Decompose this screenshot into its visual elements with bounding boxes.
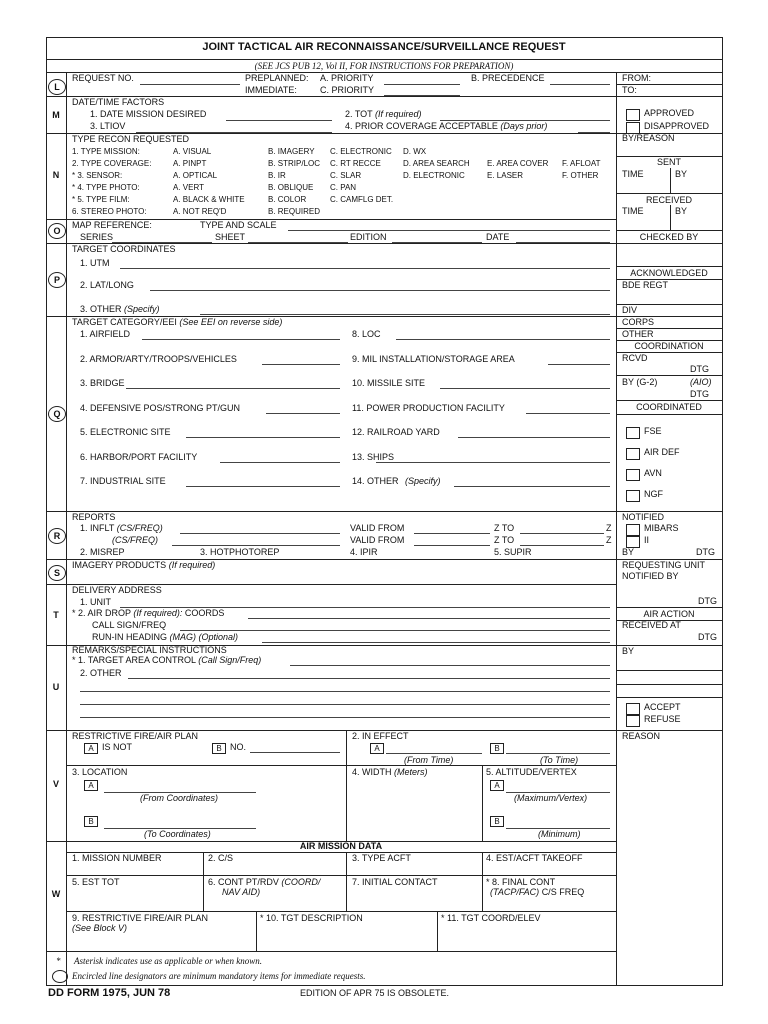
see-block-label: (See Block V) (72, 923, 128, 933)
target-category-right: 14. OTHER (352, 476, 399, 486)
misrep-label: 2. MISREP (80, 547, 125, 557)
width-label: 4. WIDTH (352, 767, 392, 777)
recon-option[interactable]: A. BLACK & WHITE (173, 195, 245, 204)
preplanned-label: PREPLANNED: (245, 73, 309, 83)
notified-dtg-label: DTG (696, 547, 715, 557)
mibars-label: MIBARS (644, 523, 679, 533)
other-category-note: (Specify) (405, 476, 441, 486)
nav-aid-label: NAV AID) (222, 887, 261, 897)
recon-option[interactable]: B. IMAGERY (268, 147, 315, 156)
target-category-left-line[interactable] (186, 437, 340, 438)
cont-pt-label: 6. CONT PT/RDV (208, 877, 279, 887)
altitude-a-box[interactable]: A (490, 780, 504, 791)
section-letter-n: N (52, 170, 60, 180)
rfap-w-label: 9. RESTRICTIVE FIRE/AIR PLAN (72, 913, 209, 923)
runin-label: RUN-IN HEADING (92, 632, 168, 642)
target-category-left-line[interactable] (126, 388, 340, 389)
precedence-line[interactable] (550, 84, 610, 85)
callsign-label: CALL SIGN/FREQ (92, 620, 167, 630)
approved-label: APPROVED (644, 108, 695, 118)
est-takeoff-label: 4. EST/ACFT TAKEOFF (486, 853, 583, 863)
form-number: DD FORM 1975, JUN 78 (48, 987, 171, 999)
inflt-label: 1. INFLT (80, 523, 115, 533)
final-cont-label: * 8. FINAL CONT (486, 877, 556, 887)
form-edition: EDITION OF APR 75 IS OBSOLETE. (300, 988, 450, 998)
sheet-label: SHEET (215, 232, 246, 242)
by-reason-label: BY/REASON (622, 133, 675, 143)
div-label: DIV (622, 305, 638, 315)
air-action-by-label: BY (622, 646, 635, 656)
to-time-line[interactable] (506, 753, 610, 754)
prior-coverage-note: (Days prior) (500, 121, 548, 131)
target-category-right-line[interactable] (526, 413, 610, 414)
valid-from-line-1[interactable] (414, 533, 490, 534)
encircle-symbol (52, 970, 68, 983)
target-category-left: 2. ARMOR/ARTY/TROOPS/VEHICLES (80, 353, 237, 364)
valid-from-label-1: VALID FROM (350, 523, 405, 533)
width-note: (Meters) (394, 767, 428, 777)
air-def-label: AIR DEF (644, 447, 680, 457)
callsign-line[interactable] (180, 630, 610, 631)
airdrop-label: * 2. AIR DROP (72, 608, 131, 618)
target-category-left: 1. AIRFIELD (80, 329, 131, 339)
hotphotorep-label: 3. HOTPHOTOREP (200, 547, 280, 557)
recon-option[interactable]: B. STRIP/LOC (268, 159, 321, 168)
inflt-csfreq-2: (CS/FREQ) (112, 535, 158, 545)
received-label: RECEIVED (645, 195, 692, 205)
cs-label: 2. C/S (208, 853, 234, 863)
recon-option[interactable]: C. SLAR (330, 171, 362, 180)
remarks-other-label: 2. OTHER (80, 668, 122, 678)
target-category-left-line[interactable] (266, 413, 340, 414)
target-category-left: 7. INDUSTRIAL SITE (80, 476, 166, 486)
recon-option[interactable]: C. ELECTRONIC (330, 147, 392, 156)
target-category-left-line[interactable] (220, 462, 340, 463)
cont-pt-note: (COORD/ (281, 877, 321, 887)
type-scale-line[interactable] (288, 230, 610, 231)
target-category-left: 6. HARBOR/PORT FACILITY (80, 451, 198, 462)
remarks-header: REMARKS/SPECIAL INSTRUCTIONS (72, 645, 227, 655)
location-b-box[interactable]: B (84, 816, 98, 827)
recon-option[interactable]: E. AREA COVER (487, 159, 549, 168)
target-category-right: 8. LOC (352, 329, 381, 339)
est-tot-label: 5. EST TOT (72, 877, 120, 887)
received-time-label: TIME (622, 206, 644, 216)
checked-by-label: CHECKED BY (639, 232, 699, 242)
recon-option[interactable]: B. REQUIRED (268, 207, 321, 216)
corps-label: CORPS (622, 317, 655, 327)
recon-option[interactable]: D. ELECTRONIC (403, 171, 465, 180)
request-no-label: REQUEST NO. (72, 73, 134, 83)
in-effect-label: 2. IN EFFECT (352, 731, 409, 741)
target-category-note: (See EEI on reverse side) (179, 317, 283, 327)
ii-label: II (644, 535, 650, 545)
rfap-b-box[interactable]: B (212, 743, 226, 754)
tgt-description-label: * 10. TGT DESCRIPTION (260, 913, 363, 923)
section-letter-r: R (48, 528, 66, 544)
target-category-left: 3. BRIDGE (80, 378, 125, 388)
coordination-label: COORDINATION (634, 341, 704, 351)
ngf-label: NGF (644, 489, 663, 499)
target-category-right-line[interactable] (454, 486, 610, 487)
accept-checkbox[interactable] (626, 703, 640, 715)
inflt-line-1[interactable] (180, 533, 340, 534)
approved-checkbox[interactable] (626, 109, 640, 121)
recon-row-label: * 4. TYPE PHOTO: (72, 183, 140, 192)
coordinated-label: COORDINATED (636, 402, 702, 412)
recon-option[interactable]: F. AFLOAT (562, 159, 601, 168)
target-category-right-line[interactable] (458, 437, 610, 438)
recon-row-label: 2. TYPE COVERAGE: (72, 159, 152, 168)
section-letter-l: L (48, 79, 66, 95)
final-cont-note: (TACP/FAC) (490, 887, 540, 897)
disapproved-label: DISAPPROVED (644, 121, 710, 131)
section-letter-o: O (48, 223, 66, 239)
latlong-line[interactable] (150, 290, 610, 291)
to-time-label: (To Time) (540, 755, 579, 765)
to-coords-label: (To Coordinates) (144, 829, 211, 839)
ipir-label: 4. IPIR (350, 547, 378, 557)
target-category-right: 9. MIL INSTALLATION/STORAGE AREA (352, 353, 515, 364)
runin-note: (MAG) (Optional) (169, 632, 239, 642)
z-label-1: Z (606, 523, 612, 533)
accept-label: ACCEPT (644, 702, 681, 712)
target-category-right-line[interactable] (440, 388, 610, 389)
rfap-a-box[interactable]: A (84, 743, 98, 754)
target-category-left-line[interactable] (262, 364, 340, 365)
airdrop-note: (If required): (133, 608, 183, 618)
target-category-left-line[interactable] (186, 486, 340, 487)
location-label: 3. LOCATION (72, 767, 128, 777)
recon-option[interactable]: A. VISUAL (173, 147, 212, 156)
type-acft-label: 3. TYPE ACFT (352, 853, 411, 863)
date-mission-line[interactable] (226, 120, 332, 121)
fse-checkbox[interactable] (626, 427, 640, 439)
refuse-label: REFUSE (644, 714, 681, 724)
tot-note: (If required) (375, 109, 422, 119)
zto-label-1: Z TO (494, 523, 515, 533)
series-label: SERIES (80, 232, 114, 242)
recon-option[interactable]: B. COLOR (268, 195, 307, 204)
cs-freq-label: C/S FREQ (541, 887, 585, 897)
request-no-line[interactable] (140, 84, 240, 85)
date-mission-label: 1. DATE MISSION DESIRED (90, 109, 207, 119)
tgt-coord-label: * 11. TGT COORD/ELEV (441, 913, 541, 923)
delivery-header: DELIVERY ADDRESS (72, 585, 162, 595)
asterisk-symbol: * (56, 956, 61, 966)
notified-by-label-short: BY (622, 547, 635, 557)
from-coords-label: (From Coordinates) (140, 793, 219, 803)
target-category-header: TARGET CATEGORY/EEI (72, 317, 177, 327)
from-time-label: (From Time) (404, 755, 454, 765)
precedence-label: B. PRECEDENCE (471, 73, 545, 83)
inflt-csfreq: (CS/FREQ) (116, 523, 163, 533)
target-coordinates-header: TARGET COORDINATES (72, 244, 176, 254)
requesting-dtg-label: DTG (698, 596, 717, 606)
initial-contact-label: 7. INITIAL CONTACT (352, 877, 438, 887)
ngf-checkbox[interactable] (626, 490, 640, 502)
max-vertex-label: (Maximum/Vertex) (514, 793, 588, 803)
target-category-right-line[interactable] (548, 364, 610, 365)
minimum-label: (Minimum) (538, 829, 581, 839)
target-area-control-note: (Call Sign/Freq) (198, 655, 262, 665)
recon-option[interactable]: A. OPTICAL (173, 171, 218, 180)
imagery-products-label: IMAGERY PRODUCTS (72, 560, 167, 570)
is-not-label: IS NOT (102, 742, 133, 752)
target-category-right: 10. MISSILE SITE (352, 378, 426, 388)
rcvd-dtg-label: DTG (690, 364, 709, 374)
target-category-left-line[interactable] (142, 339, 340, 340)
other-coords-note: (Specify) (124, 304, 160, 314)
recon-row-label: 1. TYPE MISSION: (72, 147, 140, 156)
recon-option[interactable]: A. PINPT (173, 159, 207, 168)
type-scale-label: TYPE AND SCALE (200, 220, 277, 230)
section-letter-s: S (48, 565, 66, 581)
zto-line-2[interactable] (520, 545, 604, 546)
utm-label: 1. UTM (80, 258, 110, 268)
recon-row-label: 6. STEREO PHOTO: (72, 207, 147, 216)
valid-from-line-2[interactable] (414, 545, 490, 546)
target-area-control-line[interactable] (290, 665, 610, 666)
zto-line-1[interactable] (520, 533, 604, 534)
remarks-line-4[interactable] (80, 717, 610, 718)
side-to-label: TO: (622, 85, 637, 95)
target-category-right-line[interactable] (376, 462, 610, 463)
remarks-line-1[interactable] (128, 678, 610, 679)
recon-option[interactable]: D. WX (403, 147, 427, 156)
encircled-note: Encircled line designators are minimum mandatory items for immediate requests. (72, 971, 366, 981)
recon-header: TYPE RECON REQUESTED (72, 134, 190, 144)
recon-option[interactable]: A. VERT (173, 183, 204, 192)
no-label: NO. (230, 742, 247, 752)
section-letter-q: Q (48, 406, 66, 422)
section-letter-p: P (48, 272, 66, 288)
reports-header: REPORTS (72, 512, 116, 522)
notified-label: NOTIFIED (622, 512, 664, 522)
date-label: DATE (486, 232, 510, 242)
section-letter-w: W (51, 889, 61, 899)
runin-line[interactable] (262, 642, 610, 643)
section-letter-v: V (52, 779, 59, 789)
mibars-checkbox[interactable] (626, 524, 640, 536)
recon-option[interactable]: F. OTHER (562, 171, 599, 180)
g2-dtg-label: DTG (690, 389, 709, 399)
imagery-products-note: (If required) (168, 560, 216, 570)
in-effect-a-box[interactable]: A (370, 743, 384, 754)
location-a-box[interactable]: A (84, 780, 98, 791)
side-from-label: FROM: (622, 73, 651, 83)
latlong-label: 2. LAT/LONG (80, 280, 134, 290)
form-title: JOINT TACTICAL AIR RECONNAISSANCE/SURVEILLANCE REQUEST (202, 41, 566, 53)
map-reference-label: MAP REFERENCE: (72, 220, 152, 230)
avn-checkbox[interactable] (626, 469, 640, 481)
target-category-right: 12. RAILROAD YARD (352, 427, 440, 437)
prior-coverage-label: 4. PRIOR COVERAGE ACCEPTABLE (345, 121, 498, 131)
sent-time-label: TIME (622, 169, 644, 179)
asterisk-note: Asterisk indicates use as applicable or when known. (74, 956, 262, 966)
recon-option[interactable]: D. AREA SEARCH (403, 159, 470, 168)
recon-row-label: * 5. TYPE FILM: (72, 195, 130, 204)
other-coords-label: 3. OTHER (80, 304, 122, 314)
by-g2-label: BY (G-2) (622, 377, 658, 387)
section-letter-t: T (53, 610, 59, 620)
received-at-dtg-label: DTG (698, 632, 717, 642)
rfap-no-line[interactable] (250, 752, 340, 753)
target-category-right: 13. SHIPS (352, 451, 395, 462)
coords-label: COORDS (184, 608, 225, 618)
recon-row-label: * 3. SENSOR: (72, 171, 123, 180)
ltiov-label: 3. LTIOV (90, 121, 126, 131)
airdrop-line[interactable] (248, 618, 610, 619)
unit-label: 1. UNIT (80, 597, 112, 607)
requesting-unit-label: REQUESTING UNIT (622, 560, 706, 570)
from-time-line[interactable] (386, 753, 482, 754)
air-mission-header: AIR MISSION DATA (299, 841, 383, 851)
valid-from-label-2: VALID FROM (350, 535, 405, 545)
recon-option[interactable]: A. NOT REQ'D (173, 207, 227, 216)
avn-label: AVN (644, 468, 662, 478)
edition-label: EDITION (350, 232, 387, 242)
other-coords-line[interactable] (200, 314, 610, 315)
tot-label: 2. TOT (345, 109, 373, 119)
zto-label-2: Z TO (494, 535, 515, 545)
fse-label: FSE (644, 426, 662, 436)
recon-option[interactable]: C. RT RECCE (330, 159, 381, 168)
target-category-right: 11. POWER PRODUCTION FACILITY (352, 402, 505, 413)
form-subtitle: (SEE JCS PUB 12, Vol II, FOR INSTRUCTIONS FOR PREPARATION) (254, 61, 514, 71)
remarks-line-2[interactable] (80, 691, 610, 692)
priority-c-label: C. PRIORITY (320, 85, 375, 95)
priority-a-label: A. PRIORITY (320, 73, 374, 83)
recon-option[interactable]: B. IR (268, 171, 286, 180)
z-label-2: Z (606, 535, 612, 545)
aio-label: (AIO) (690, 377, 712, 387)
remarks-line-3[interactable] (80, 704, 610, 705)
section-letter-m: M (52, 110, 60, 120)
recon-option[interactable]: C. CAMFLG DET. (330, 195, 394, 204)
in-effect-b-box[interactable]: B (490, 743, 504, 754)
recon-option[interactable]: C. PAN (330, 183, 357, 192)
target-category-right-line[interactable] (396, 339, 610, 340)
recon-option[interactable]: E. LASER (487, 171, 524, 180)
target-area-control-label: * 1. TARGET AREA CONTROL (72, 655, 196, 665)
sent-by-label: BY (675, 169, 688, 179)
acknowledged-label: ACKNOWLEDGED (630, 268, 708, 278)
mission-number-label: 1. MISSION NUMBER (72, 853, 162, 863)
altitude-label: 5. ALTITUDE/VERTEX (486, 767, 577, 777)
refuse-checkbox[interactable] (626, 715, 640, 727)
supir-label: 5. SUPIR (494, 547, 532, 557)
target-category-left: 5. ELECTRONIC SITE (80, 427, 171, 437)
rfap-label: RESTRICTIVE FIRE/AIR PLAN (72, 731, 199, 741)
immediate-label: IMMEDIATE: (245, 85, 297, 95)
bde-regt-label: BDE REGT (622, 280, 669, 290)
air-action-label: AIR ACTION (643, 609, 695, 619)
utm-line[interactable] (120, 268, 610, 269)
altitude-b-box[interactable]: B (490, 816, 504, 827)
priority-a-line[interactable] (384, 84, 460, 85)
sent-label: SENT (656, 157, 681, 167)
section-letter-u: U (52, 682, 60, 692)
air-def-checkbox[interactable] (626, 448, 640, 460)
other-label: OTHER (622, 329, 654, 339)
rcvd-label: RCVD (622, 353, 648, 363)
inflt-line-2[interactable] (172, 545, 340, 546)
target-category-left: 4. DEFENSIVE POS/STRONG PT/GUN (80, 402, 241, 413)
datetime-header: DATE/TIME FACTORS (72, 97, 165, 107)
reason-label: REASON (622, 731, 661, 741)
recon-option[interactable]: B. OBLIQUE (268, 183, 314, 192)
received-at-label: RECEIVED AT (622, 620, 681, 630)
notified-by-label: NOTIFIED BY (622, 571, 679, 581)
received-by-label: BY (675, 206, 688, 216)
